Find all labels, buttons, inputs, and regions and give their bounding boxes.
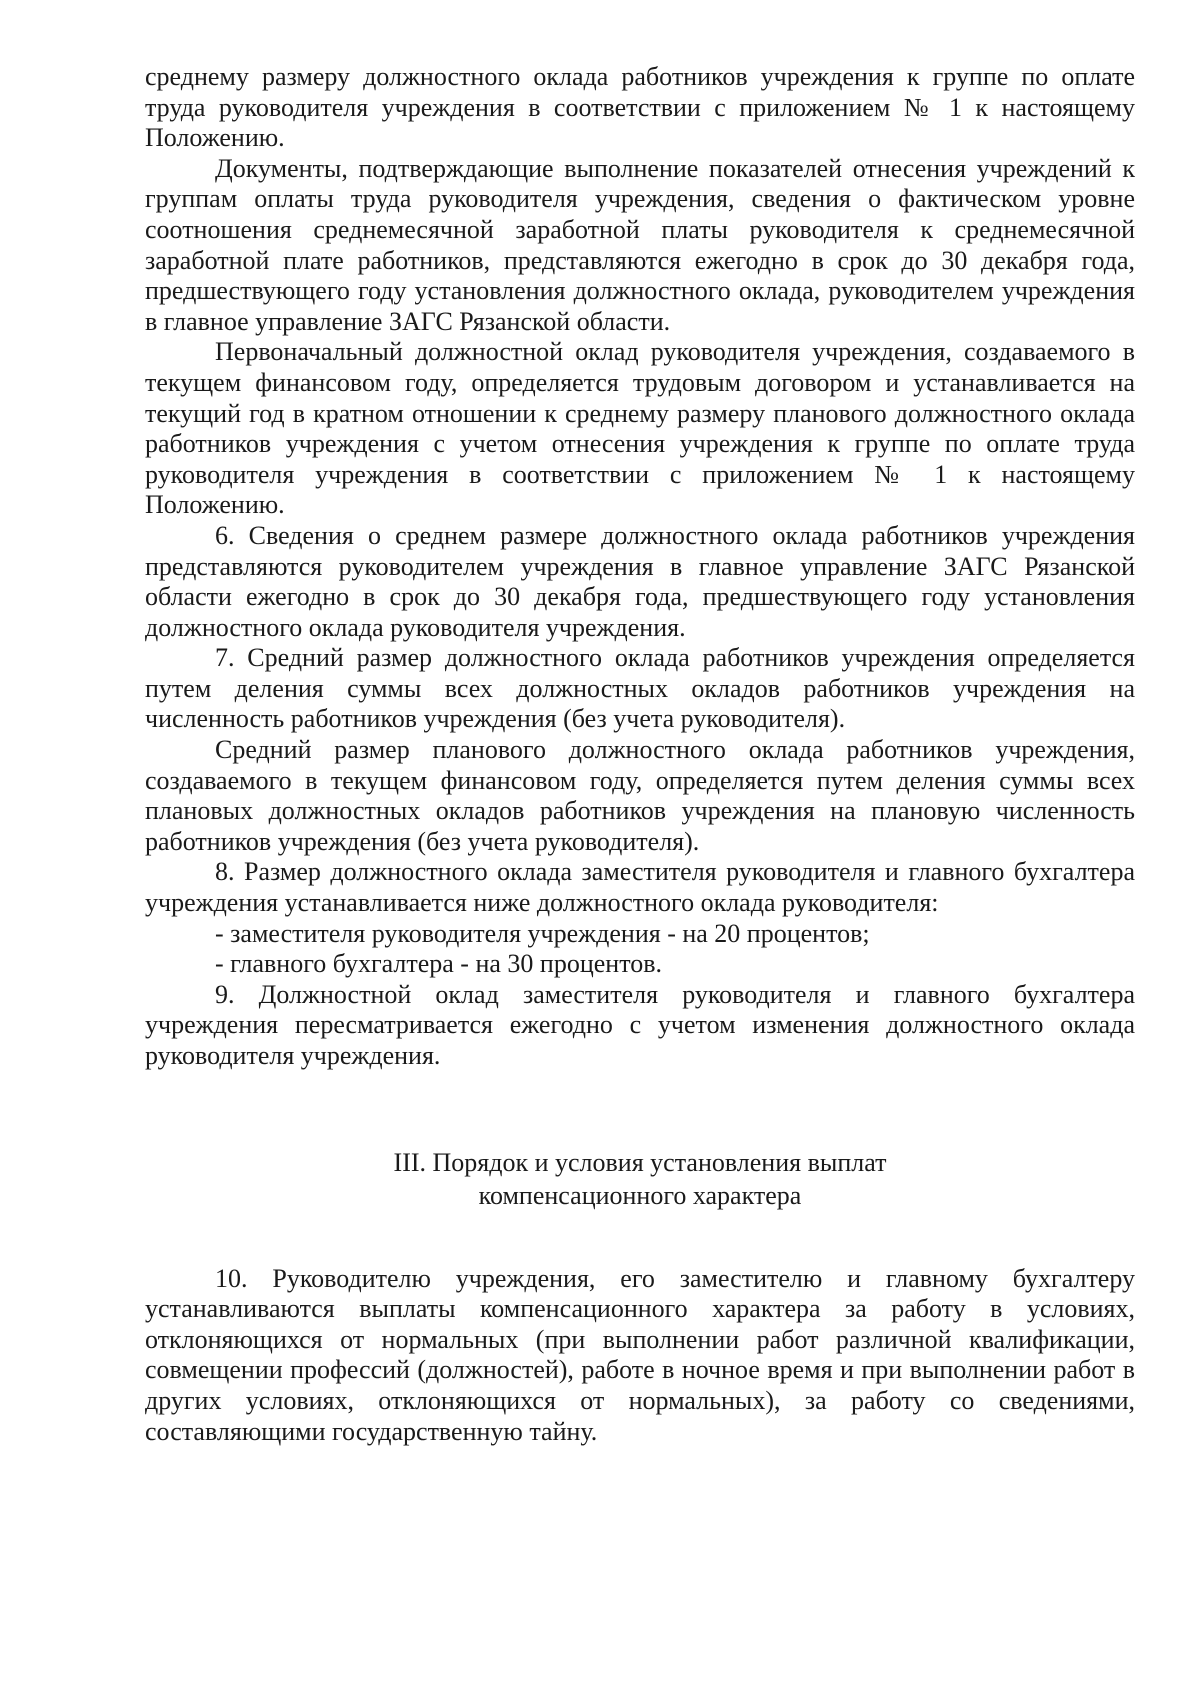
paragraph-documents: Документы, подтверждающие выполнение показателей отнесения учреждений к группам оплаты труда руководителя учреждения, сведения о фактическом уровне соотношения среднемесячной заработной платы руководителя к среднемесячной заработной плате работников, представляются ежегодно в срок до 30 декабря года, предшествующего году установления должностного оклада, руководителем учреждения в главное управление ЗАГС Рязанской области. bbox=[145, 153, 1135, 336]
document-page bbox=[145, 62, 1135, 1447]
section-title bbox=[145, 1146, 1135, 1212]
paragraph-initial-salary: Первоначальный должностной оклад руководителя учреждения, создаваемого в текущем финансовом году, определяется трудовым договором и устанавливается на текущий год в кратном отношении к среднему размеру планового должностного оклада работников учреждения с учетом отнесения учреждения к группе по оплате труда руководителя учреждения в соответствии с приложением № 1 к настоящему Положению. bbox=[145, 337, 1135, 520]
list-item-chief-accountant: - главного бухгалтера - на 30 процентов. bbox=[215, 949, 663, 979]
list-item-deputy: - заместителя руководителя учреждения - на 20 процентов; bbox=[215, 918, 870, 948]
paragraph-continuation: среднему размеру должностного оклада работников учреждения к группе по оплате труда руководителя учреждения в соответствии с приложением № 1 к настоящему Положению. bbox=[145, 62, 1135, 153]
section-title-line-1: III. Порядок и условия установления выплат bbox=[393, 1147, 887, 1177]
paragraph-planned-average: Средний размер планового должностного оклада работников учреждения, создаваемого в текущем финансовом году, определяется путем деления суммы всех плановых должностных окладов работников учреждения на плановую численность работников учреждения (без учета руководителя). bbox=[145, 735, 1135, 856]
paragraph-item-7: 7. Средний размер должностного оклада работников учреждения определяется путем деления суммы всех должностных окладов работников учреждения на численность работников учреждения (без учета руководителя). bbox=[145, 643, 1135, 734]
paragraph-item-6: 6. Сведения о среднем размере должностного оклада работников учреждения представляются руководителем учреждения в главное управление ЗАГС Рязанской области ежегодно в срок до 30 декабря года, предшествующего году установления должностного оклада руководителя учреждения. bbox=[145, 520, 1135, 642]
paragraph-item-10: 10. Руководителю учреждения, его заместителю и главному бухгалтеру устанавливаются выплаты компенсационного характера за работу в условиях, отклоняющихся от нормальных (при выполнении работ различной квалификации, совмещении профессий (должностей), работе в ночное время и при выполнении работ в других условиях, отклоняющихся от нормальных), за работу со сведениями, составляющими государственную тайну. bbox=[145, 1263, 1135, 1446]
section-title-line-2: компенсационного характера bbox=[478, 1180, 802, 1210]
paragraph-item-8: 8. Размер должностного оклада заместителя руководителя и главного бухгалтера учреждения устанавливается ниже должностного оклада руководителя: bbox=[145, 857, 1135, 918]
paragraph-item-9: 9. Должностной оклад заместителя руководителя и главного бухгалтера учреждения пересматривается ежегодно с учетом изменения должностного оклада руководителя учреждения. bbox=[145, 979, 1135, 1070]
